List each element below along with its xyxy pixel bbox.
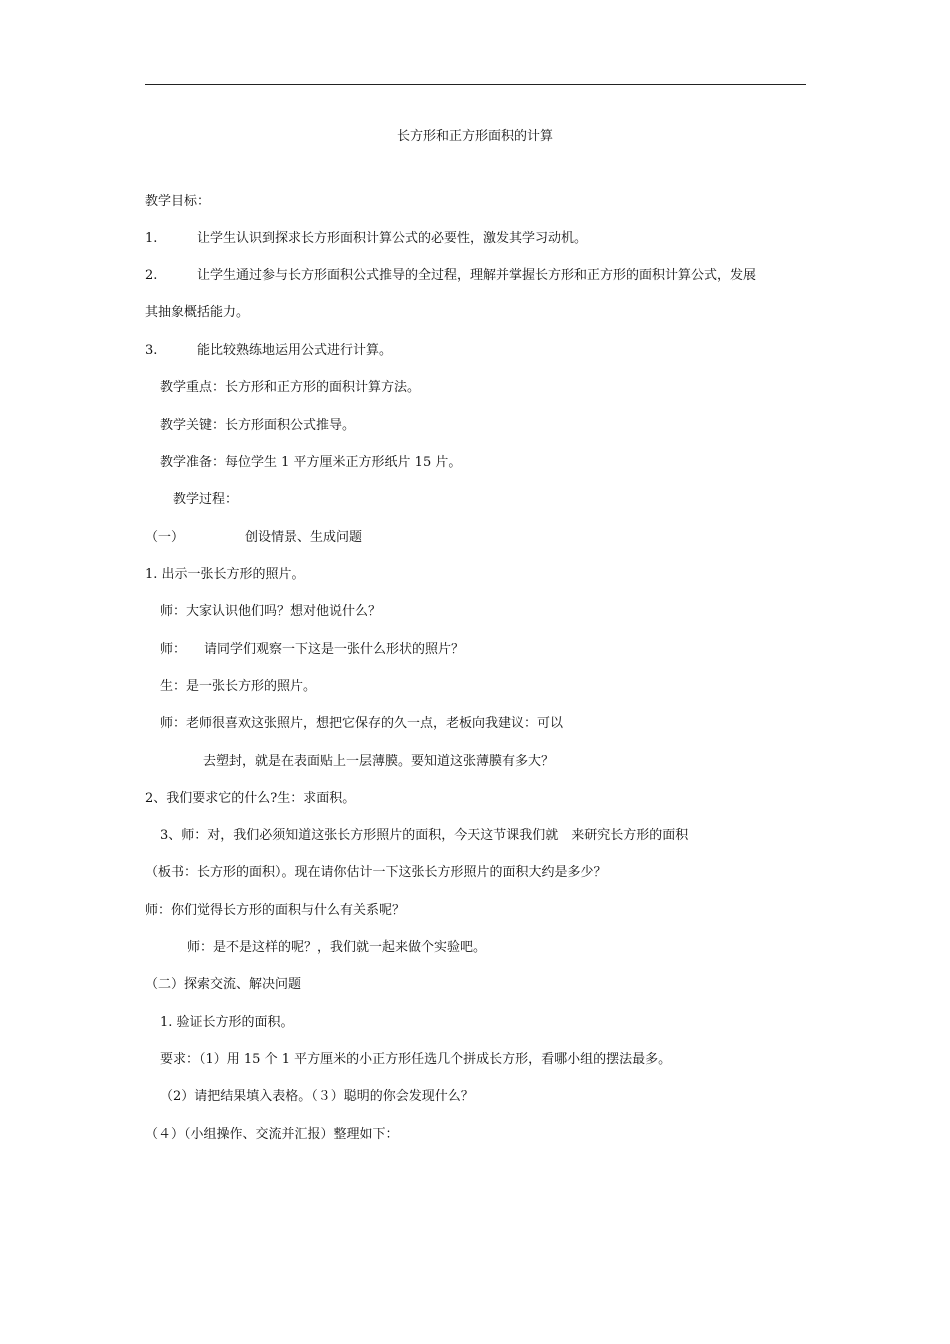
board-note: （板书：长方形的面积）。现在请你估计一下这张长方形照片的面积大约是多少？	[145, 865, 607, 880]
student-line-1: 生：是一张长方形的照片。	[160, 679, 317, 694]
goal-1-text: 让学生认识到探求长方形面积计算公式的必要性，激发其学习动机。	[197, 231, 588, 246]
teacher-line-2-text: 请同学们观察一下这是一张什么形状的照片？	[204, 642, 465, 657]
goal-1-number: 1.	[145, 231, 158, 246]
goal-3	[145, 341, 392, 361]
teacher-line-4: 师：你们觉得长方形的面积与什么有关系呢？	[145, 903, 406, 918]
goal-2-number: 2.	[145, 268, 158, 283]
goal-2-text: 让学生通过参与长方形面积公式推导的全过程，理解并掌握长方形和正方形的面积计算公式，发展	[197, 268, 757, 283]
goal-3-number: 3.	[145, 343, 158, 358]
process-heading: 教学过程：	[173, 492, 239, 507]
requirement-2: （2）请把结果填入表格。（３）聪明的你会发现什么？	[160, 1089, 474, 1104]
section-2-heading: （二）探索交流、解决问题	[145, 977, 302, 992]
section-2-item-1: 1. 验证长方形的面积。	[160, 1015, 294, 1030]
section-1-title: 创设情景、生成问题	[245, 530, 363, 545]
requirement-4: （４）（小组操作、交流并汇报）整理如下：	[145, 1127, 399, 1142]
section-1-item-2: 2、我们要求它的什么?生：求面积。	[145, 791, 356, 806]
goal-2-continued: 其抽象概括能力。	[145, 305, 250, 320]
section-1-item-3: 3、师：对，我们必须知道这张长方形照片的面积，今天这节课我们就 来研究长方形的面积	[160, 828, 689, 843]
key-point: 教学重点：长方形和正方形的面积计算方法。	[160, 380, 421, 395]
preparation: 教学准备：每位学生 1 平方厘米正方形纸片 15 片。	[160, 455, 462, 470]
teacher-line-1: 师：大家认识他们吗？想对他说什么？	[160, 604, 382, 619]
teacher-line-2	[160, 640, 464, 660]
goal-3-text: 能比较熟练地运用公式进行计算。	[197, 343, 393, 358]
goals-heading: 教学目标：	[145, 194, 211, 209]
goal-2	[145, 266, 756, 286]
teacher-line-3: 师：老师很喜欢这张照片，想把它保存的久一点，老板向我建议：可以	[160, 716, 564, 731]
requirement-1: 要求：（1）用 15 个 1 平方厘米的小正方形任选几个拼成长方形，看哪小组的摆法最多。	[160, 1052, 672, 1067]
key-difficulty: 教学关键：长方形面积公式推导。	[160, 418, 356, 433]
teacher-line-3-continued: 去塑封，就是在表面贴上一层薄膜。要知道这张薄膜有多大？	[203, 754, 555, 769]
teacher-line-5: 师：是不是这样的呢？，我们就一起来做个实验吧。	[187, 940, 487, 955]
document-title: 长方形和正方形面积的计算	[396, 129, 553, 144]
section-1-item-1: 1. 出示一张长方形的照片。	[145, 567, 305, 582]
header-rule	[145, 84, 806, 85]
teacher-label: 师：	[160, 642, 187, 657]
goal-1	[145, 229, 587, 249]
section-1-number: （一）	[145, 530, 185, 545]
section-1-heading	[145, 528, 362, 548]
